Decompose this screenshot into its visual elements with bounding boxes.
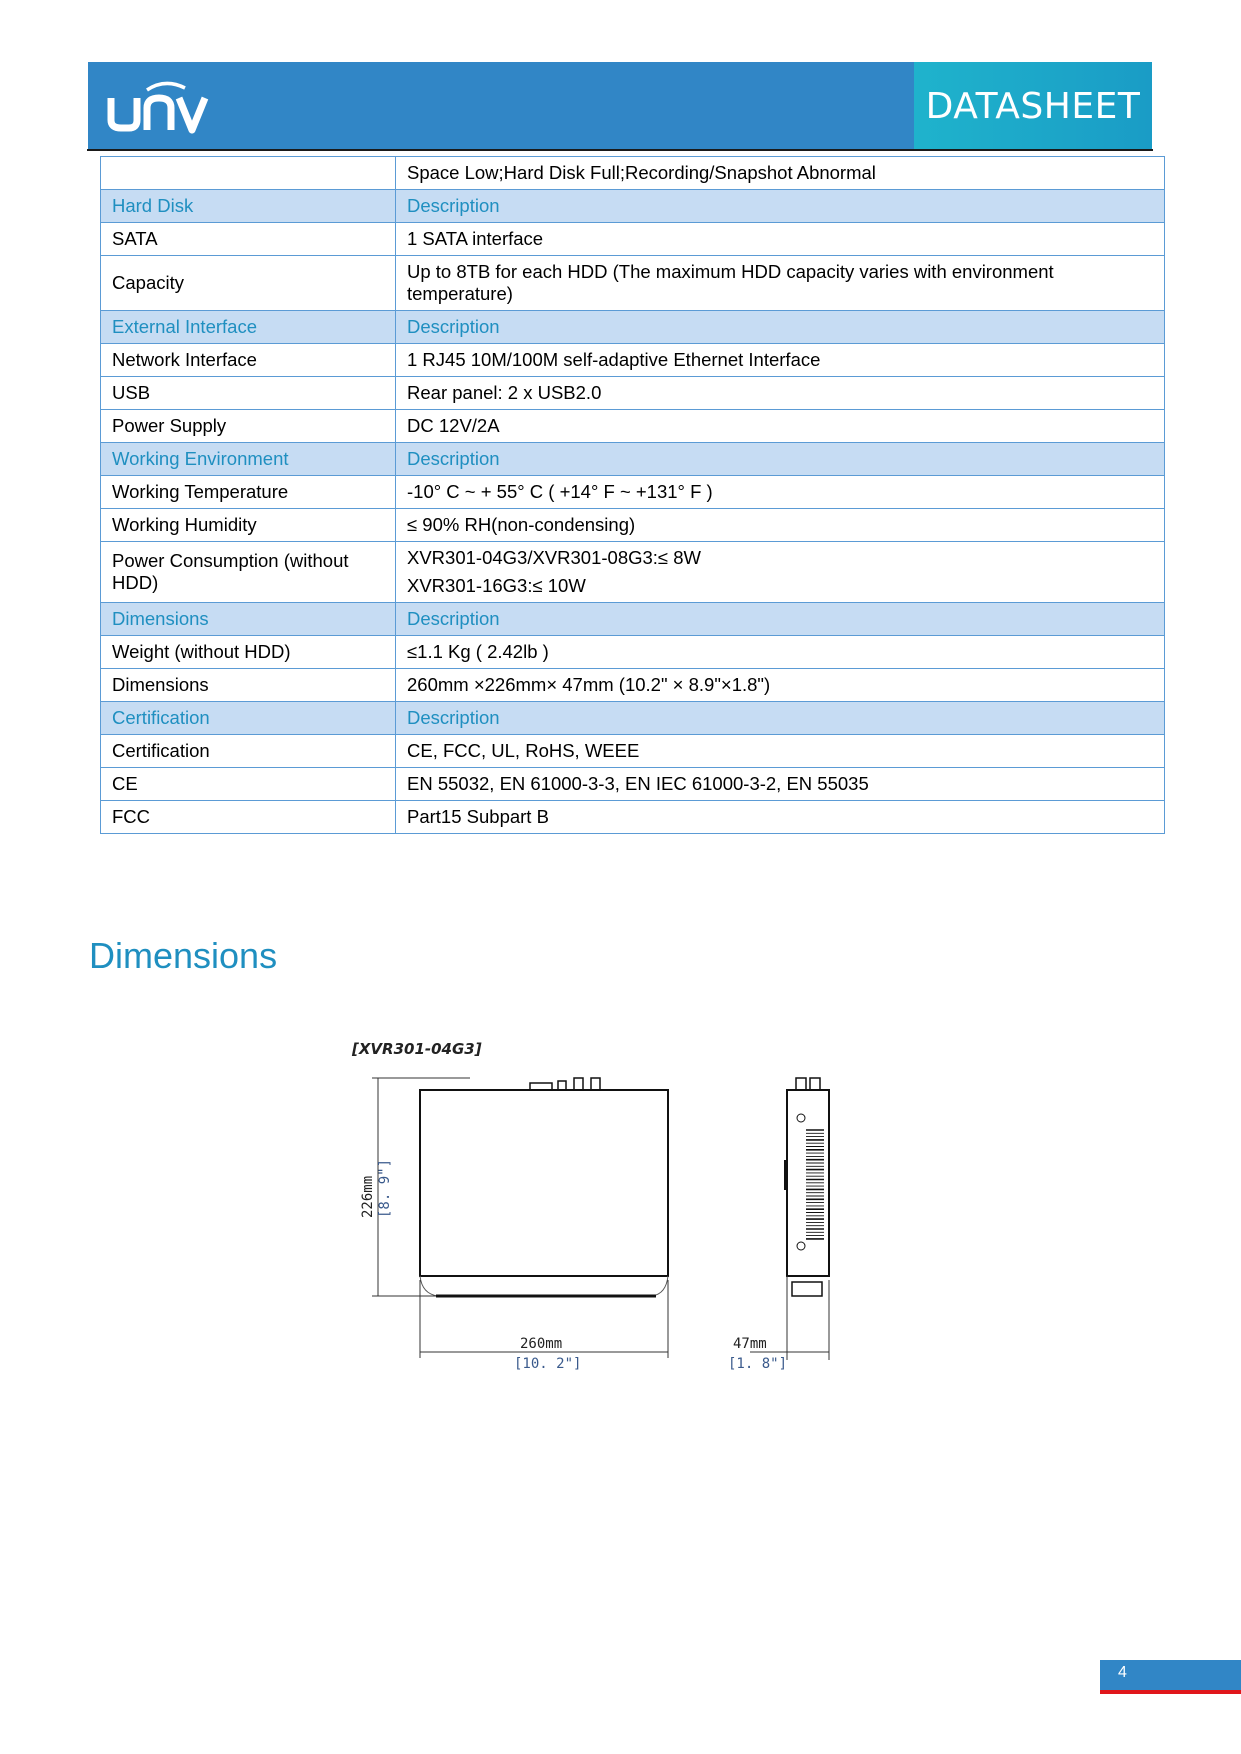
spec-label: Certification <box>101 735 396 768</box>
table-row <box>101 157 1165 190</box>
height-mm-label: 226mm <box>360 1175 376 1218</box>
spec-label: Capacity <box>101 256 396 311</box>
table-row <box>101 476 1165 509</box>
section-description-header: Description <box>396 190 1165 223</box>
datasheet-badge <box>914 62 1152 150</box>
datasheet-label: DATASHEET <box>925 85 1141 127</box>
spec-label <box>101 157 396 190</box>
unv-logo <box>105 76 215 136</box>
dimension-drawing <box>340 1050 840 1410</box>
table-row <box>101 768 1165 801</box>
width-mm-label: 260mm <box>520 1336 563 1352</box>
table-row <box>101 509 1165 542</box>
table-row <box>101 410 1165 443</box>
section-header-row <box>101 603 1165 636</box>
section-title: Working Environment <box>101 443 396 476</box>
spec-value <box>396 542 1165 603</box>
table-row <box>101 735 1165 768</box>
table-row <box>101 223 1165 256</box>
table-row <box>101 256 1165 311</box>
section-description-header: Description <box>396 702 1165 735</box>
section-header-row <box>101 443 1165 476</box>
spec-value: Rear panel: 2 x USB2.0 <box>396 377 1165 410</box>
height-dimension <box>360 1078 470 1296</box>
page-number: 4 <box>1118 1664 1127 1681</box>
section-title: External Interface <box>101 311 396 344</box>
top-view-outline <box>420 1078 668 1296</box>
spec-value: EN 55032, EN 61000-3-3, EN IEC 61000-3-2, EN 55035 <box>396 768 1165 801</box>
model-label: [XVR301-04G3] <box>352 1040 482 1058</box>
spec-label: Power Consumption (without HDD) <box>101 542 396 603</box>
spec-label: Power Supply <box>101 410 396 443</box>
spec-value: Up to 8TB for each HDD (The maximum HDD capacity varies with environment temperature) <box>396 256 1165 311</box>
spec-value: -10° C ~ + 55° C ( +14° F ~ +131° F ) <box>396 476 1165 509</box>
depth-mm-label: 47mm <box>733 1336 767 1352</box>
spec-label: CE <box>101 768 396 801</box>
header-divider <box>87 149 1153 151</box>
spec-label: USB <box>101 377 396 410</box>
spec-label: Working Humidity <box>101 509 396 542</box>
table-row <box>101 344 1165 377</box>
spec-value: ≤1.1 Kg ( 2.42lb ) <box>396 636 1165 669</box>
width-in-label: [10. 2"] <box>514 1356 582 1372</box>
spec-value: 1 SATA interface <box>396 223 1165 256</box>
height-in-label: [8. 9"] <box>377 1158 393 1218</box>
spec-value: DC 12V/2A <box>396 410 1165 443</box>
table-row <box>101 377 1165 410</box>
barcode-label <box>806 1130 824 1239</box>
spec-value-line: XVR301-04G3/XVR301-08G3:≤ 8W <box>407 547 701 568</box>
spec-value: CE, FCC, UL, RoHS, WEEE <box>396 735 1165 768</box>
spec-label: Dimensions <box>101 669 396 702</box>
page-number-underline <box>1100 1690 1241 1694</box>
section-title: Hard Disk <box>101 190 396 223</box>
table-row <box>101 669 1165 702</box>
depth-dimension <box>728 1276 829 1372</box>
spec-table <box>100 156 1165 834</box>
section-title: Dimensions <box>101 603 396 636</box>
spec-label: FCC <box>101 801 396 834</box>
section-description-header: Description <box>396 443 1165 476</box>
table-row <box>101 801 1165 834</box>
spec-value: ≤ 90% RH(non-condensing) <box>396 509 1165 542</box>
section-title: Certification <box>101 702 396 735</box>
table-row <box>101 542 1165 603</box>
depth-in-label: [1. 8"] <box>728 1356 788 1372</box>
spec-value-line: XVR301-16G3:≤ 10W <box>407 575 586 596</box>
width-dimension <box>420 1280 668 1372</box>
dimensions-heading: Dimensions <box>89 935 278 976</box>
spec-value: Part15 Subpart B <box>396 801 1165 834</box>
spec-value: Space Low;Hard Disk Full;Recording/Snapshot Abnormal <box>396 157 1165 190</box>
section-description-header: Description <box>396 603 1165 636</box>
table-row <box>101 636 1165 669</box>
section-header-row <box>101 702 1165 735</box>
spec-label: Weight (without HDD) <box>101 636 396 669</box>
side-view-outline <box>785 1078 829 1296</box>
spec-value: 1 RJ45 10M/100M self-adaptive Ethernet Interface <box>396 344 1165 377</box>
spec-label: Working Temperature <box>101 476 396 509</box>
section-header-row <box>101 311 1165 344</box>
section-description-header: Description <box>396 311 1165 344</box>
spec-label: Network Interface <box>101 344 396 377</box>
section-header-row <box>101 190 1165 223</box>
spec-value: 260mm ×226mm× 47mm (10.2" × 8.9"×1.8") <box>396 669 1165 702</box>
spec-label: SATA <box>101 223 396 256</box>
